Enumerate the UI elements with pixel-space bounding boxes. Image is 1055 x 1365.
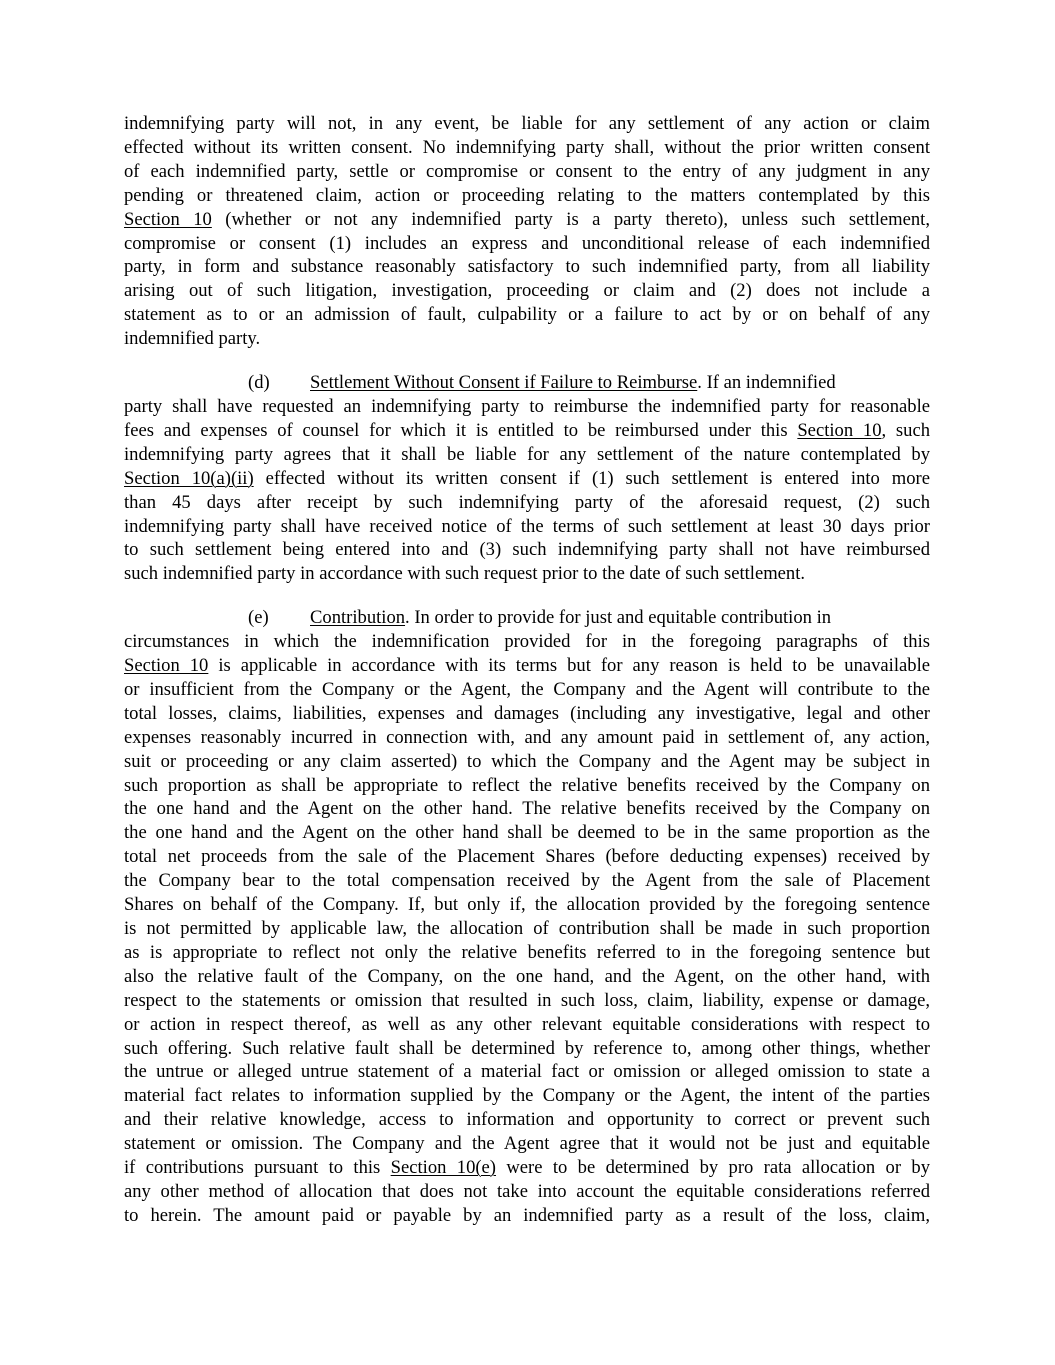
text-line: to herein. The amount paid or payable by an indemnified party as a result of the loss, claim, [124,1204,930,1226]
text-segment: is applicable in accordance with its terms but for any reason is held to be unavailable [208,655,930,677]
text-line: or action in respect thereof, as well as any other relevant equitable considerations with respect to [124,1013,930,1035]
text-line [124,467,930,491]
text-segment: , such [881,419,931,441]
text-line: of each indemnified party, settle or compromise or consent to the entry of any judgment in any [124,160,930,182]
text-segment: effected without its written consent if (1) such settlement is entered into more [253,467,930,489]
text-segment: if contributions pursuant to this [124,1157,391,1179]
text-segment: were to be determined by pro rata allocation or by [496,1157,931,1179]
text-line: such indemnified party in accordance with such request prior to the date of such settlement. [124,563,806,585]
text-line: total losses, claims, liabilities, expenses and damages (including any investigative, legal and other [124,702,930,724]
text-segment: . In order to provide for just and equitable contribution in [405,607,832,629]
text-line: compromise or consent (1) includes an express and unconditional release of each indemnified [124,232,930,254]
section-reference: Section 10 [124,208,212,230]
paragraph-heading: Settlement Without Consent if Failure to Reimburse [310,372,698,394]
text-line: as is appropriate to reflect not only the relative benefits referred to in the foregoing sentence but [124,941,930,963]
text-line: indemnifying party shall have received notice of the terms of such settlement at least 30 days prior [124,515,930,537]
text-line: suit or proceeding or any claim asserted) to which the Company and the Agent may be subject in [124,750,930,772]
text-line [124,606,930,630]
text-line: is not permitted by applicable law, the allocation of contribution shall be made in such proportion [124,918,930,939]
text-line: such offering. Such relative fault shall be determined by reference to, among other things, whether [124,1037,930,1059]
text-line [124,1156,930,1180]
text-line: effected without its written consent. No indemnifying party shall, without the prior written consent [124,136,930,158]
text-line: or insufficient from the Company or the Agent, the Company and the Agent will contribute to the [124,678,930,700]
text-line: the one hand and the Agent on the other hand shall be deemed to be in the same proportion as the [124,822,930,844]
text-line: Shares on behalf of the Company. If, but only if, the allocation provided by the foregoing sentence [124,894,930,916]
paragraph-number: (e) [248,607,269,629]
text-segment: fees and expenses of counsel for which it is entitled to be reimbursed under this [124,419,798,441]
text-line: pending or threatened claim, action or proceeding relating to the matters contemplated by this [124,184,930,206]
text-line: material fact relates to information supplied by the Company or the Agent, the intent of the parties [124,1085,930,1107]
text-line: any other method of allocation that does not take into account the equitable considerations referred [124,1180,930,1202]
text-line: statement or omission. The Company and the Agent agree that it would not be just and equitable [124,1133,930,1155]
text-line: to such settlement being entered into and (3) such indemnifying party shall not have reimbursed [124,539,930,561]
text-line [124,208,930,232]
text-line: arising out of such litigation, investigation, proceeding or claim and (2) does not include a [124,280,930,302]
text-line: indemnified party. [124,328,261,350]
paragraph-d-settlement-without-consent [124,371,930,586]
section-reference: Section 10 [124,655,209,677]
paragraph-settlement-consent [124,112,930,351]
text-line: statement as to or an admission of fault, culpability or a failure to act by or on behalf of any [124,304,930,326]
text-line: party shall have requested an indemnifying party to reimburse the indemnified party for reasonable [124,395,930,417]
text-line: the one hand and the Agent on the other hand. The relative benefits received by the Company on [124,798,930,820]
section-reference: Section 10 [797,419,882,441]
paragraph-e-contribution [124,606,930,1228]
text-line: party, in form and substance reasonably satisfactory to such indemnified party, from all liability [124,256,930,278]
section-reference: Section 10(e) [390,1157,497,1179]
text-line: circumstances in which the indemnification provided for in the foregoing paragraphs of this [124,631,930,653]
text-line: than 45 days after receipt by such indemnifying party of the aforesaid request, (2) such [124,491,930,513]
text-line: such proportion as shall be appropriate to reflect the relative benefits received by the Company on [124,774,930,796]
text-line: the Company bear to the total compensation received by the Agent from the sale of Placement [124,870,930,892]
text-line [124,419,930,443]
text-line: total net proceeds from the sale of the Placement Shares (before deducting expenses) received by [124,846,930,868]
paragraph-number: (d) [248,372,270,394]
text-line: indemnifying party will not, in any event, be liable for any settlement of any action or claim [124,113,930,134]
text-line: and their relative knowledge, access to information and opportunity to correct or prevent such [124,1109,930,1131]
text-segment: (whether or not any indemnified party is a party thereto), unless such settlement, [211,208,930,230]
text-line [124,371,930,395]
text-line: respect to the statements or omission that resulted in such loss, claim, liability, expense or damage, [124,989,930,1011]
document-page [124,112,930,1248]
text-line: also the relative fault of the Company, on the one hand, and the Agent, on the other hand, with [124,965,930,987]
paragraph-heading: Contribution [310,607,406,629]
text-line [124,654,930,678]
text-line: expenses reasonably incurred in connection with, and any amount paid in settlement of, any action, [124,726,930,748]
section-reference: Section 10(a)(ii) [124,467,254,489]
text-line: indemnifying party agrees that it shall be liable for any settlement of the nature contemplated by [124,443,930,465]
text-segment: . If an indemnified [697,372,836,394]
text-line: the untrue or alleged untrue statement of a material fact or omission or alleged omission to state a [124,1061,930,1083]
